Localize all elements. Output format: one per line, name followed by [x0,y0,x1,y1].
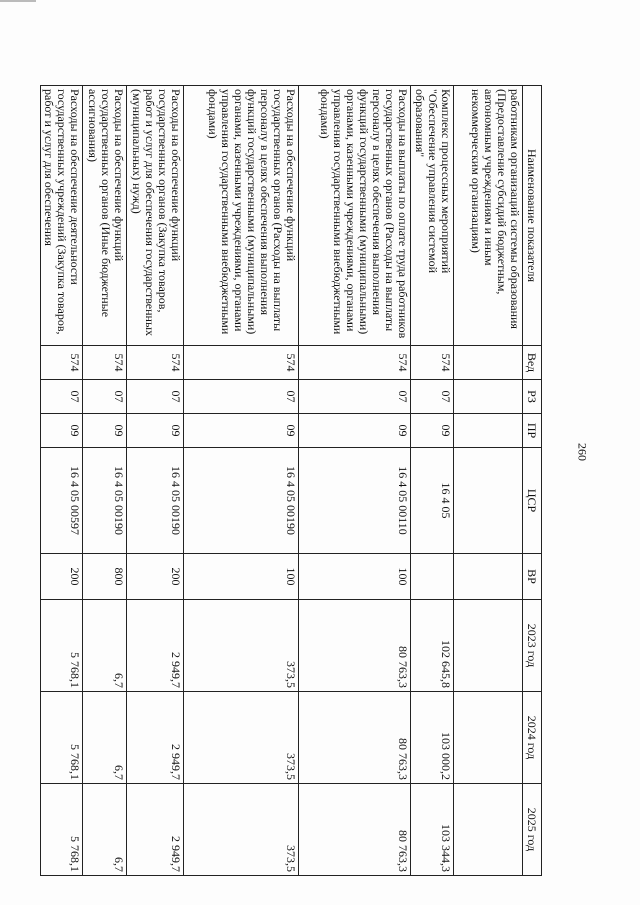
cell-vr: 200 [41,554,83,600]
cell-ved: 574 [83,346,127,380]
cell-2025: 2 949,7 [127,784,184,876]
cell-name: Расходы на обеспечение функций государственных органов (Иные бюджетные ассигнования) [83,86,127,346]
rotated-table-area [42,85,542,875]
cell-rz: 07 [184,380,299,414]
cell-pr: 09 [83,414,127,448]
cell-pr: 09 [411,414,454,448]
cell-pr: 09 [41,414,83,448]
cell-vr: 200 [127,554,184,600]
table-row [83,86,127,876]
cell-ved: 574 [127,346,184,380]
cell-rz [454,380,523,414]
table-row [411,86,454,876]
cell-csr: 16 4 05 00190 [127,448,184,554]
cell-2025: 103 344,3 [411,784,454,876]
cell-2024: 103 000,2 [411,692,454,784]
cell-2025: 373,5 [184,784,299,876]
header-vr: ВР [523,554,542,600]
budget-table [40,85,542,876]
cell-2024: 80 763,3 [299,692,411,784]
cell-name: Расходы на обеспечение деятельности государственных учреждений (Закупка товаров, работ и услуг для обеспечения [41,86,83,346]
cell-2024: 373,5 [184,692,299,784]
cell-vr: 100 [299,554,411,600]
rotated-table-inner [42,85,542,875]
cell-vr [454,554,523,600]
cell-name: работникам организаций системы образования (Предоставление субсидий бюджетным, автономным учреждениям и иным некоммерческим организациям) [454,86,523,346]
cell-rz: 07 [127,380,184,414]
cell-2025: 6,7 [83,784,127,876]
cell-csr: 16 4 05 00190 [184,448,299,554]
cell-csr: 16 4 05 [411,448,454,554]
table-row [184,86,299,876]
cell-2023: 6,7 [83,600,127,692]
cell-2025: 5 768,1 [41,784,83,876]
header-2025: 2025 год [523,784,542,876]
cell-2024: 2 949,7 [127,692,184,784]
cell-2024: 5 768,1 [41,692,83,784]
cell-rz: 07 [411,380,454,414]
cell-ved: 574 [299,346,411,380]
table-row [299,86,411,876]
cell-rz: 07 [41,380,83,414]
cell-2023: 102 645,8 [411,600,454,692]
cell-name: Расходы на обеспечение функций государственных органов (Расходы на выплаты персоналу в целях обеспечения выполнения функций государственными (муниципальными) органами, казенными учреждениями, органами управления государственными внебюджетными фондами) [184,86,299,346]
cell-name: Комплекс процессных мероприятий "Обеспечение управления системой образования" [411,86,454,346]
cell-vr: 800 [83,554,127,600]
header-2024: 2024 год [523,692,542,784]
cell-csr: 16 4 05 00597 [41,448,83,554]
table-row [454,86,523,876]
cell-ved: 574 [411,346,454,380]
scan-edge-mark [0,0,36,2]
cell-csr: 16 4 05 00190 [83,448,127,554]
cell-rz: 07 [299,380,411,414]
header-indicator-name: Наименование показателя [523,86,542,346]
cell-2023: 2 949,7 [127,600,184,692]
cell-vr: 100 [184,554,299,600]
table-header-row [523,86,542,876]
cell-2023: 5 768,1 [41,600,83,692]
header-ved: Вед [523,346,542,380]
page-number: 260 [575,443,590,461]
cell-name: Расходы на выплаты по оплате труда работников государственных органов (Расходы на выплаты персоналу в целях обеспечения выполнения функций государственными (муниципальными) органами, казенными учреждениями, органами управления государственными внебюджетными фондами) [299,86,411,346]
cell-pr: 09 [127,414,184,448]
cell-pr: 09 [184,414,299,448]
cell-ved [454,346,523,380]
cell-vr [411,554,454,600]
cell-2023: 373,5 [184,600,299,692]
header-pr: ПР [523,414,542,448]
cell-2025: 80 763,3 [299,784,411,876]
cell-2024: 6,7 [83,692,127,784]
cell-ved: 574 [41,346,83,380]
cell-pr [454,414,523,448]
header-2023: 2023 год [523,600,542,692]
cell-name: Расходы на обеспечение функций государственных органов (Закупка товаров, работ и услуг для обеспечения государственных (муниципальных) нужд) [127,86,184,346]
table-row [127,86,184,876]
cell-2025 [454,784,523,876]
cell-2024 [454,692,523,784]
cell-2023 [454,600,523,692]
cell-rz: 07 [83,380,127,414]
header-rz: РЗ [523,380,542,414]
table-row [41,86,83,876]
cell-csr [454,448,523,554]
cell-pr: 09 [299,414,411,448]
header-csr: ЦСР [523,448,542,554]
cell-2023: 80 763,3 [299,600,411,692]
cell-ved: 574 [184,346,299,380]
cell-csr: 16 4 05 00110 [299,448,411,554]
